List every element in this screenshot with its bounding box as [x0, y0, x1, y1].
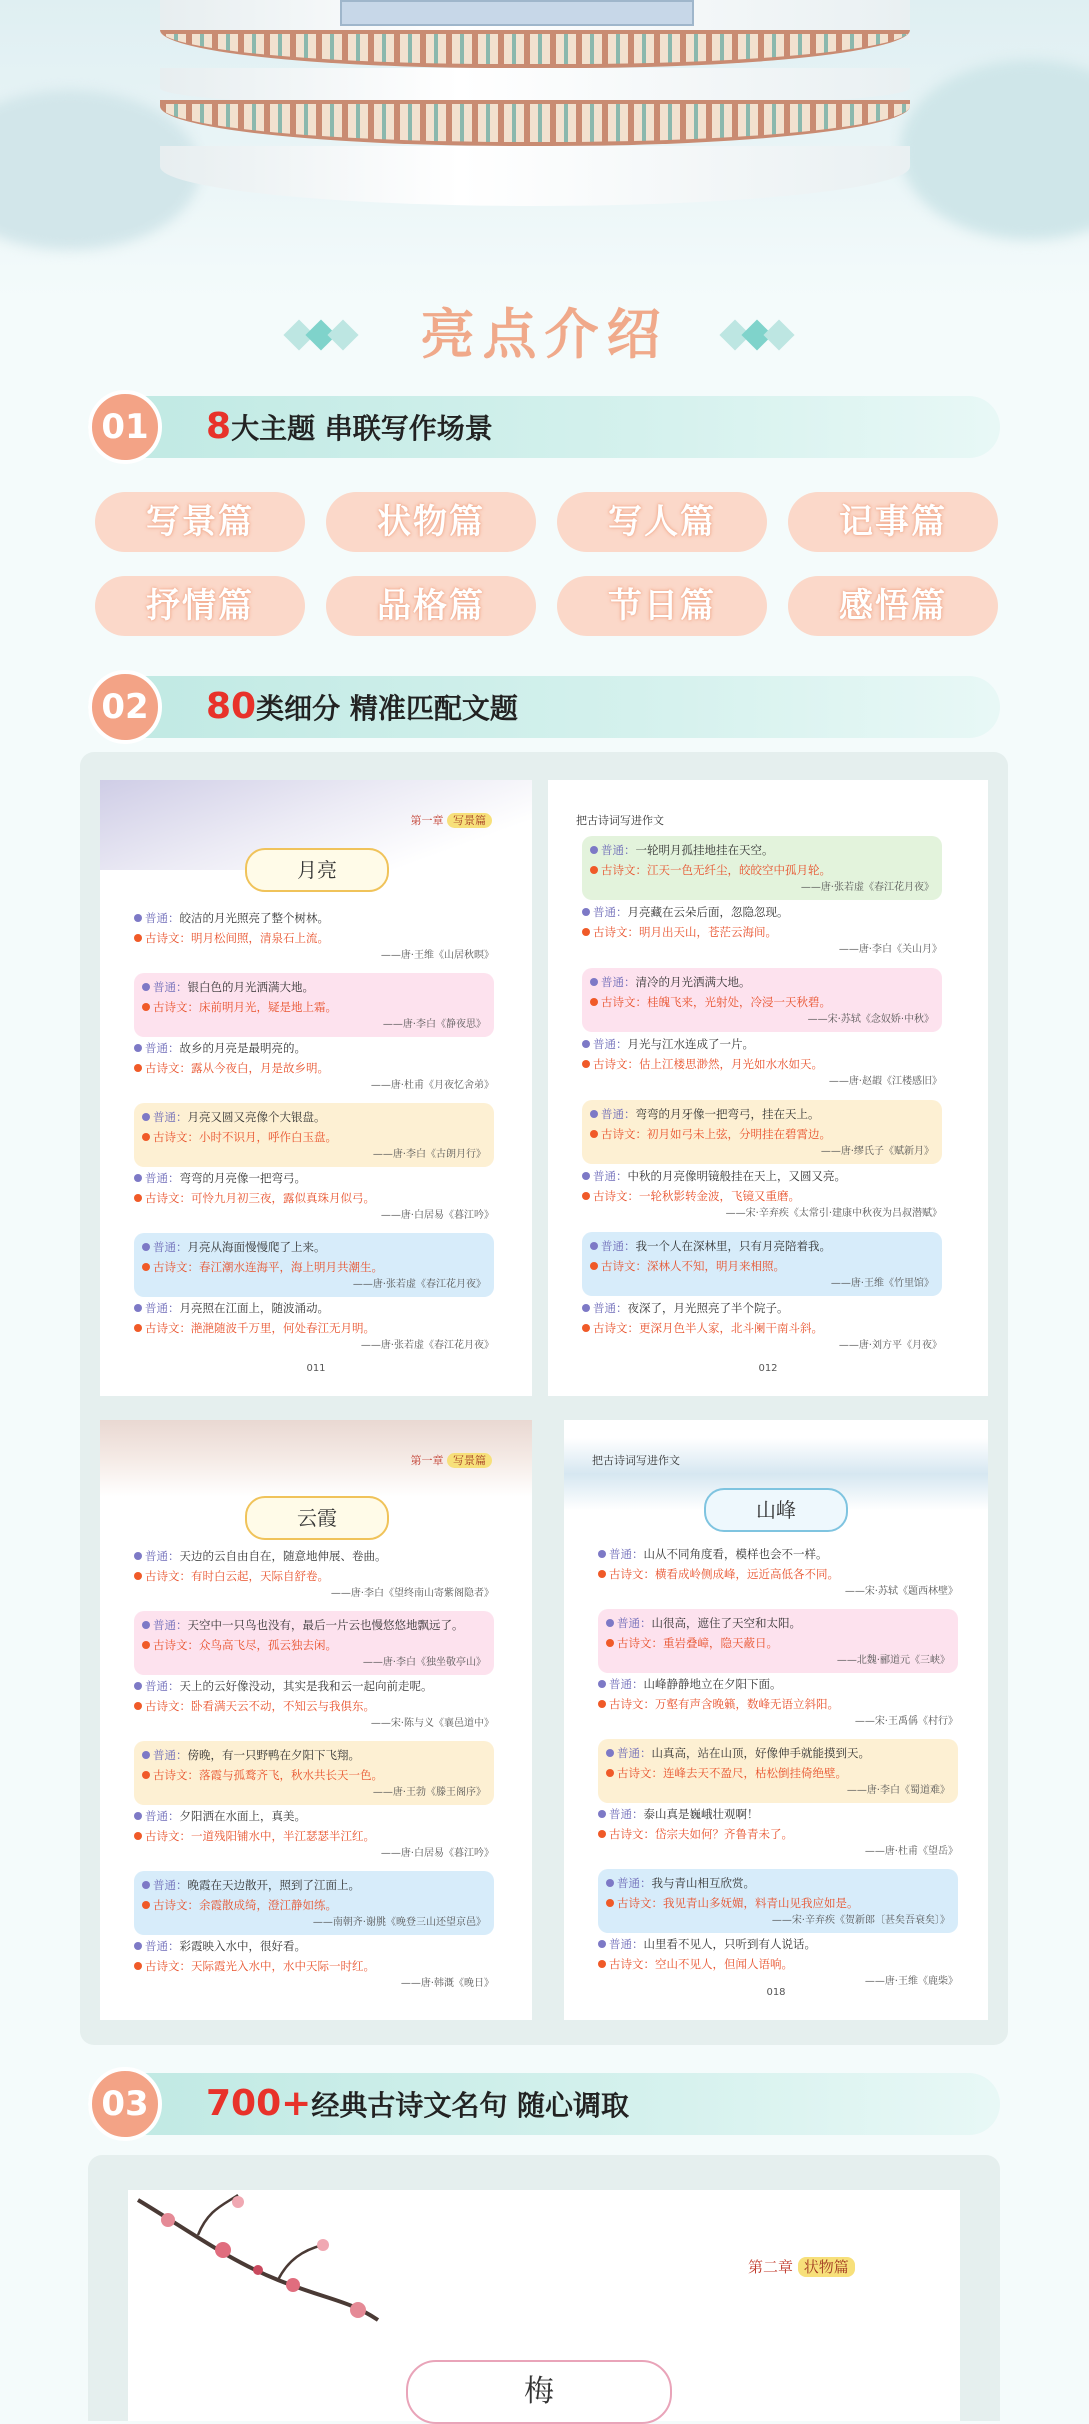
title-decoration-left [282, 315, 372, 355]
bullet-icon [142, 1641, 150, 1649]
poem-label: 古诗文： [145, 1569, 191, 1583]
poem-text: 卧看满天云不动，不知云与我俱东。 [191, 1699, 375, 1713]
poem-text: 众鸟高飞尽，孤云独去闲。 [199, 1638, 337, 1652]
bullet-icon [606, 1899, 614, 1907]
chapter-label: 第一章 写景篇 [411, 1452, 493, 1468]
plain-text: 我一个人在深林里，只有月亮陪着我。 [635, 1239, 831, 1253]
poem-label: 古诗文： [601, 995, 647, 1009]
poem-entry [134, 1168, 494, 1224]
poem-entry [134, 1038, 494, 1094]
poem-text: 滟滟随波千万里，何处春江无月明。 [191, 1321, 375, 1335]
plain-label: 普通： [601, 843, 636, 857]
page-topic-title: 月亮 [245, 848, 389, 892]
poem-entry [598, 1869, 958, 1933]
section-number: 01 [88, 390, 162, 464]
poem-text: 江天一色无纤尘，皎皎空中孤月轮。 [647, 863, 831, 877]
poem-entry [582, 1034, 942, 1090]
poem-text: 空山不见人，但闻人语响。 [655, 1957, 793, 1971]
bullet-icon [134, 1304, 142, 1312]
bullet-icon [582, 1324, 590, 1332]
hero-banner [0, 0, 1089, 300]
poem-source: ——唐·张若虚《春江花月夜》 [360, 1340, 494, 1351]
poem-entry [134, 1676, 494, 1732]
poem-label: 古诗文： [153, 1898, 199, 1912]
section-heading: 8大主题 串联写作场景 [206, 406, 493, 447]
poem-label: 古诗文： [601, 1127, 647, 1141]
poem-text: 初月如弓未上弦，分明挂在碧霄边。 [647, 1127, 831, 1141]
pedestal-band-lower [160, 100, 910, 146]
poem-source: ——宋·苏轼《题西林壁》 [844, 1586, 958, 1597]
bullet-icon [606, 1749, 614, 1757]
bullet-icon [582, 1172, 590, 1180]
poem-label: 古诗文： [153, 1260, 199, 1274]
plain-label: 普通： [153, 980, 188, 994]
plain-label: 普通： [617, 1876, 652, 1890]
poem-entry [598, 1739, 958, 1803]
poem-label: 古诗文： [153, 1130, 199, 1144]
plain-label: 普通： [153, 1110, 188, 1124]
poem-entry [598, 1804, 958, 1860]
plain-label: 普通： [153, 1878, 188, 1892]
plain-label: 普通： [593, 1169, 628, 1183]
bullet-icon [142, 1113, 150, 1121]
chapter-label: 第一章 写景篇 [411, 812, 493, 828]
bullet-icon [134, 1064, 142, 1072]
book-image [340, 0, 694, 26]
section-heading: 700+经典古诗文名句 随心调取 [206, 2083, 630, 2124]
poem-entry [134, 1806, 494, 1862]
poem-label: 古诗文： [145, 1959, 191, 1973]
poem-entry [582, 1100, 942, 1164]
section-02-bar [88, 676, 1000, 738]
plain-label: 普通： [609, 1937, 644, 1951]
poem-source: ——唐·白居易《暮江吟》 [380, 1848, 494, 1859]
plain-label: 普通： [601, 1239, 636, 1253]
poem-text: 一轮秋影转金波，飞镜又重磨。 [639, 1189, 800, 1203]
bullet-icon [134, 934, 142, 942]
bullet-icon [134, 914, 142, 922]
bullet-icon [582, 1192, 590, 1200]
poem-label: 古诗文： [145, 1829, 191, 1843]
plain-label: 普通： [617, 1616, 652, 1630]
bullet-icon [134, 1174, 142, 1182]
chapter-label: 把古诗词写进作文 [592, 1454, 680, 1467]
title-decoration-right [718, 315, 808, 355]
bullet-icon [134, 1194, 142, 1202]
poem-source: ——唐·李白《望终南山寄紫阁隐者》 [330, 1588, 494, 1599]
poem-label: 古诗文： [593, 1321, 639, 1335]
poem-entry [134, 908, 494, 964]
poem-entry [598, 1544, 958, 1600]
bullet-icon [598, 1830, 606, 1838]
bullet-icon [134, 1962, 142, 1970]
plum-branch-icon [128, 2190, 388, 2340]
plain-label: 普通： [145, 1041, 180, 1055]
page-topic-title: 梅 [406, 2360, 672, 2424]
bullet-icon [134, 1044, 142, 1052]
section-number: 02 [88, 670, 162, 744]
plain-text: 天边的云自由自在，随意地伸展、卷曲。 [179, 1549, 387, 1563]
poem-entry [134, 1546, 494, 1602]
poem-source: ——宋·辛弃疾《贺新郎〔甚矣吾衰矣〕》 [771, 1915, 950, 1926]
plain-label: 普通： [153, 1748, 188, 1762]
poem-source: ——唐·王维《山居秋暝》 [380, 950, 494, 961]
bullet-icon [590, 866, 598, 874]
poem-source: ——唐·缪氏子《赋新月》 [820, 1146, 934, 1157]
poem-label: 古诗文： [617, 1896, 663, 1910]
plain-label: 普通： [145, 1549, 180, 1563]
poem-text: 余霞散成绮，澄江静如练。 [199, 1898, 337, 1912]
bullet-icon [134, 1832, 142, 1840]
bullet-icon [142, 1133, 150, 1141]
poem-source: ——唐·李白《蜀道难》 [846, 1785, 950, 1796]
sample-page-panel-2 [88, 2155, 1000, 2421]
page-number: 011 [306, 1363, 326, 1374]
plain-text: 一轮明月孤挂地挂在天空。 [635, 843, 774, 857]
bullet-icon [606, 1639, 614, 1647]
poem-text: 我见青山多妩媚，料青山见我应如是。 [663, 1896, 859, 1910]
section-03-bar [88, 2073, 1000, 2135]
topic-pill: 写人篇 [557, 492, 767, 552]
plain-text: 天上的云好像没动，其实是我和云一起向前走呢。 [179, 1679, 433, 1693]
poem-entry [582, 1298, 942, 1354]
poem-source: ——唐·张若虚《春江花月夜》 [352, 1279, 486, 1290]
bullet-icon [598, 1960, 606, 1968]
bullet-icon [142, 1771, 150, 1779]
plain-label: 普通： [593, 1037, 628, 1051]
poem-label: 古诗文： [609, 1957, 655, 1971]
poem-text: 横看成岭侧成峰，远近高低各不同。 [655, 1567, 839, 1581]
bullet-icon [598, 1550, 606, 1558]
bullet-icon [598, 1570, 606, 1578]
plain-text: 故乡的月亮是最明亮的。 [179, 1041, 306, 1055]
poem-entry [598, 1609, 958, 1673]
plain-label: 普通： [593, 1301, 628, 1315]
sample-pages-panel [80, 752, 1008, 2045]
bullet-icon [606, 1769, 614, 1777]
poem-label: 古诗文： [617, 1766, 663, 1780]
poem-entry [582, 836, 942, 900]
poem-entry [598, 1934, 958, 1990]
plain-text: 夜深了，月光照亮了半个院子。 [627, 1301, 789, 1315]
poem-text: 天际霞光入水中，水中天际一时红。 [191, 1959, 375, 1973]
poem-text: 春江潮水连海平，海上明月共潮生。 [199, 1260, 383, 1274]
poem-label: 古诗文： [145, 1061, 191, 1075]
poem-source: ——唐·刘方平《月夜》 [838, 1340, 942, 1351]
poem-label: 古诗文： [617, 1636, 663, 1650]
bullet-icon [606, 1619, 614, 1627]
bullet-icon [134, 1812, 142, 1820]
poem-text: 落霞与孤鹜齐飞，秋水共长天一色。 [199, 1768, 383, 1782]
poem-entry [134, 1103, 494, 1167]
poem-label: 古诗文： [153, 1768, 199, 1782]
bullet-icon [582, 928, 590, 936]
plain-label: 普通： [617, 1746, 652, 1760]
poem-source: ——唐·李白《古朗月行》 [372, 1149, 486, 1160]
plain-text: 泰山真是巍峨壮观啊！ [643, 1807, 759, 1821]
poem-source: ——唐·李白《静夜思》 [382, 1019, 486, 1030]
bullet-icon [582, 908, 590, 916]
plain-text: 月亮又圆又亮像个大银盘。 [187, 1110, 326, 1124]
bullet-icon [142, 1881, 150, 1889]
poem-label: 古诗文： [593, 1057, 639, 1071]
plain-label: 普通： [145, 1679, 180, 1693]
plain-text: 月亮从海面慢慢爬了上来。 [187, 1240, 326, 1254]
page-title: 亮点介绍 [420, 303, 669, 366]
poem-source: ——唐·王勃《滕王阁序》 [372, 1787, 486, 1798]
poem-source: ——唐·韩溉《晚日》 [400, 1978, 494, 1989]
bullet-icon [598, 1700, 606, 1708]
plain-text: 我与青山相互欣赏。 [651, 1876, 755, 1890]
plain-label: 普通： [145, 1809, 180, 1823]
poem-source: ——北魏·郦道元《三峡》 [836, 1655, 950, 1666]
sample-page [548, 780, 988, 1396]
bullet-icon [598, 1810, 606, 1818]
poem-source: ——唐·杜甫《望岳》 [864, 1846, 958, 1857]
plain-text: 月亮照在江面上，随波涌动。 [179, 1301, 329, 1315]
bullet-icon [134, 1572, 142, 1580]
page-number: 018 [766, 1987, 786, 1998]
bullet-icon [590, 978, 598, 986]
chapter-label: 第二章 状物篇 [748, 2256, 855, 2277]
poem-text: 可怜九月初三夜，露似真珠月似弓。 [191, 1191, 375, 1205]
poem-entry [582, 902, 942, 958]
bullet-icon [142, 983, 150, 991]
plain-text: 山真高，站在山顶，好像伸手就能摸到天。 [651, 1746, 870, 1760]
poem-entry [134, 973, 494, 1037]
sample-page [100, 780, 532, 1396]
bullet-icon [606, 1879, 614, 1887]
poem-entry [134, 1298, 494, 1354]
poem-text: 更深月色半人家，北斗阑干南斗斜。 [639, 1321, 823, 1335]
poem-text: 明月出天山，苍茫云海间。 [639, 925, 777, 939]
poem-text: 床前明月光，疑是地上霜。 [199, 1000, 337, 1014]
poem-label: 古诗文： [609, 1567, 655, 1581]
poem-text: 小时不识月，呼作白玉盘。 [199, 1130, 337, 1144]
sample-page [128, 2190, 960, 2421]
page-number: 012 [758, 1363, 778, 1374]
topic-pill: 写景篇 [95, 492, 305, 552]
bullet-icon [590, 1130, 598, 1138]
poem-label: 古诗文： [601, 863, 647, 877]
poem-text: 深林人不知，明月来相照。 [647, 1259, 785, 1273]
mist-right [900, 60, 1089, 240]
bullet-icon [142, 1003, 150, 1011]
plain-text: 中秋的月亮像明镜般挂在天上，又圆又亮。 [627, 1169, 846, 1183]
poem-label: 古诗文： [145, 1699, 191, 1713]
poem-entry [134, 1936, 494, 1992]
poem-label: 古诗文： [145, 1191, 191, 1205]
bullet-icon [598, 1680, 606, 1688]
plain-text: 月光与江水连成了一片。 [627, 1037, 754, 1051]
poem-entry [582, 1232, 942, 1296]
bullet-icon [134, 1552, 142, 1560]
poem-source: ——唐·李白《关山月》 [838, 944, 942, 955]
plain-text: 弯弯的月亮像一把弯弓。 [179, 1171, 306, 1185]
plain-text: 晚霞在天边散开，照到了江面上。 [187, 1878, 360, 1892]
plain-label: 普通： [601, 975, 636, 989]
poem-text: 明月松间照，清泉石上流。 [191, 931, 329, 945]
poem-entry [134, 1233, 494, 1297]
bullet-icon [598, 1940, 606, 1948]
plain-label: 普通： [153, 1240, 188, 1254]
poem-source: ——宋·苏轼《念奴娇·中秋》 [807, 1014, 934, 1025]
poem-source: ——唐·王维《鹿柴》 [864, 1976, 958, 1987]
sample-page [100, 1420, 532, 2020]
plain-label: 普通： [145, 911, 180, 925]
bullet-icon [134, 1682, 142, 1690]
bullet-icon [142, 1243, 150, 1251]
plain-label: 普通： [145, 1171, 180, 1185]
poem-source: ——宋·辛弃疾《太常引·建康中秋夜为吕叔潜赋》 [725, 1208, 942, 1219]
poem-label: 古诗文： [153, 1638, 199, 1652]
section-heading: 80类细分 精准匹配文题 [206, 686, 518, 727]
topic-pill: 节日篇 [557, 576, 767, 636]
pedestal-base [160, 146, 910, 206]
bullet-icon [582, 1040, 590, 1048]
plain-label: 普通： [153, 1618, 188, 1632]
poem-entry [582, 968, 942, 1032]
page-topic-title: 云霞 [245, 1496, 389, 1540]
bullet-icon [590, 1242, 598, 1250]
topic-pill: 状物篇 [326, 492, 536, 552]
plain-text: 山很高，遮住了天空和太阳。 [651, 1616, 801, 1630]
poem-text: 万壑有声含晚籁，数峰无语立斜阳。 [655, 1697, 839, 1711]
plain-text: 天空中一只鸟也没有，最后一片云也慢悠悠地飘远了。 [187, 1618, 464, 1632]
bullet-icon [590, 846, 598, 854]
poem-text: 有时白云起，天际自舒卷。 [191, 1569, 329, 1583]
bullet-icon [582, 1304, 590, 1312]
poem-source: ——唐·李白《独坐敬亭山》 [362, 1657, 486, 1668]
bullet-icon [590, 998, 598, 1006]
section-title [0, 295, 1089, 375]
poem-source: ——唐·杜甫《月夜忆舍弟》 [370, 1080, 494, 1091]
poem-entry [582, 1166, 942, 1222]
plain-text: 彩霞映入水中，很好看。 [179, 1939, 306, 1953]
bullet-icon [590, 1110, 598, 1118]
chapter-label: 把古诗词写进作文 [576, 814, 664, 827]
bullet-icon [134, 1324, 142, 1332]
poem-source: ——南朝齐·谢朓《晚登三山还望京邑》 [312, 1917, 486, 1928]
plain-label: 普通： [609, 1677, 644, 1691]
poem-entry [134, 1611, 494, 1675]
bullet-icon [582, 1060, 590, 1068]
page-topic-title: 山峰 [704, 1488, 848, 1532]
poem-entry [134, 1741, 494, 1805]
plain-label: 普通： [609, 1547, 644, 1561]
bullet-icon [590, 1262, 598, 1270]
poem-source: ——宋·陈与义《襄邑道中》 [370, 1718, 494, 1729]
poem-text: 桂魄飞来，光射处，冷浸一天秋碧。 [647, 995, 831, 1009]
plain-label: 普通： [601, 1107, 636, 1121]
plain-text: 山里看不见人，只听到有人说话。 [643, 1937, 816, 1951]
plain-label: 普通： [145, 1301, 180, 1315]
plain-text: 山峰静静地立在夕阳下面。 [643, 1677, 782, 1691]
poem-label: 古诗文： [609, 1827, 655, 1841]
poem-label: 古诗文： [593, 925, 639, 939]
bullet-icon [142, 1751, 150, 1759]
poem-label: 古诗文： [145, 1321, 191, 1335]
plain-text: 傍晚，有一只野鸭在夕阳下飞翔。 [187, 1748, 360, 1762]
plain-text: 月亮藏在云朵后面，忽隐忽现。 [627, 905, 789, 919]
poem-text: 估上江楼思渺然，月光如水水如天。 [639, 1057, 823, 1071]
poem-entry [598, 1674, 958, 1730]
plain-label: 普通： [609, 1807, 644, 1821]
bullet-icon [142, 1621, 150, 1629]
poem-label: 古诗文： [609, 1697, 655, 1711]
poem-source: ——唐·赵嘏《江楼感旧》 [828, 1076, 942, 1087]
poem-source: ——宋·王禹偁《村行》 [854, 1716, 958, 1727]
plain-label: 普通： [593, 905, 628, 919]
topic-pill: 记事篇 [788, 492, 998, 552]
poem-label: 古诗文： [153, 1000, 199, 1014]
section-number: 03 [88, 2067, 162, 2141]
poem-label: 古诗文： [593, 1189, 639, 1203]
bullet-icon [134, 1702, 142, 1710]
plain-text: 银白色的月光洒满大地。 [187, 980, 314, 994]
pedestal-band-upper [160, 30, 910, 68]
poem-text: 一道残阳铺水中，半江瑟瑟半江红。 [191, 1829, 375, 1843]
sample-page [564, 1420, 988, 2020]
plain-text: 皎洁的月光照亮了整个树林。 [179, 911, 329, 925]
poem-source: ——唐·白居易《暮江吟》 [380, 1210, 494, 1221]
plain-text: 山从不同角度看，模样也会不一样。 [643, 1547, 828, 1561]
poem-label: 古诗文： [601, 1259, 647, 1273]
plain-text: 清冷的月光洒满大地。 [635, 975, 751, 989]
poem-label: 古诗文： [145, 931, 191, 945]
plain-label: 普通： [145, 1939, 180, 1953]
topic-pill: 品格篇 [326, 576, 536, 636]
plain-text: 弯弯的月牙像一把弯弓，挂在天上。 [635, 1107, 820, 1121]
topic-pill: 感悟篇 [788, 576, 998, 636]
poem-source: ——唐·王维《竹里馆》 [830, 1278, 934, 1289]
poem-text: 岱宗夫如何？齐鲁青未了。 [655, 1827, 793, 1841]
plain-text: 夕阳洒在水面上，真美。 [179, 1809, 306, 1823]
poem-entry [134, 1871, 494, 1935]
bullet-icon [134, 1942, 142, 1950]
topic-pill: 抒情篇 [95, 576, 305, 636]
poem-text: 重岩叠嶂，隐天蔽日。 [663, 1636, 778, 1650]
bullet-icon [142, 1901, 150, 1909]
poem-text: 连峰去天不盈尺，枯松倒挂倚绝壁。 [663, 1766, 847, 1780]
bullet-icon [142, 1263, 150, 1271]
poem-text: 露从今夜白，月是故乡明。 [191, 1061, 329, 1075]
poem-source: ——唐·张若虚《春江花月夜》 [800, 882, 934, 893]
section-01-bar [88, 396, 1000, 458]
